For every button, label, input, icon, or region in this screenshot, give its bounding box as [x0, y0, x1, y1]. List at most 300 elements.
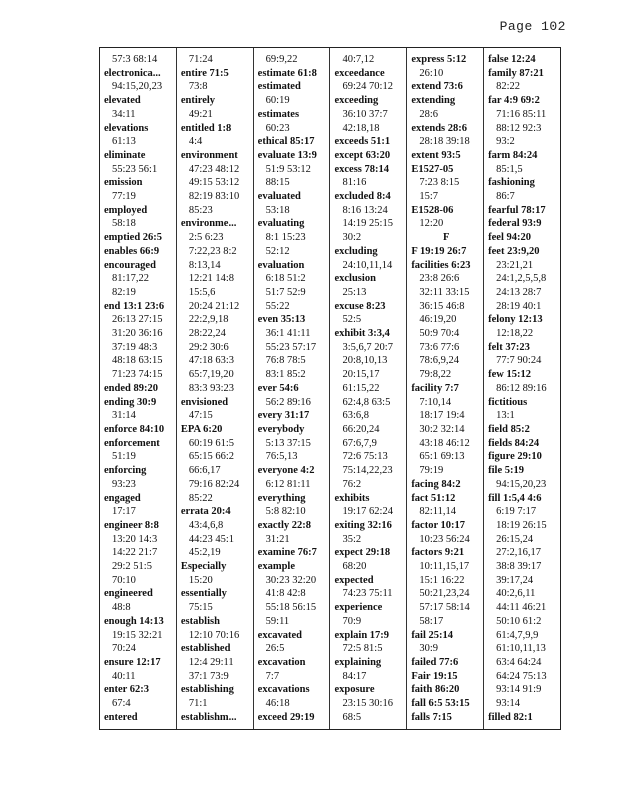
page-reference: 67:4: [112, 698, 131, 710]
index-term: envisioned: [180, 396, 229, 408]
page-reference: 75:14,22,23: [342, 465, 393, 477]
index-term: employed: [104, 204, 148, 216]
index-term: evaluation: [257, 259, 305, 271]
index-term: examine 76:7: [257, 547, 317, 559]
index-term: facing 84:2: [411, 478, 461, 490]
page-reference: 25:13: [342, 286, 367, 298]
index-term: evaluate 13:9: [257, 149, 317, 161]
index-term: exhibits: [334, 492, 370, 504]
page-reference: 93:23: [112, 478, 136, 490]
page-reference: 45:2,19: [188, 547, 221, 559]
index-term: excavation: [257, 656, 306, 668]
page-reference: 37:1 73:9: [188, 670, 229, 682]
page-reference: 27:2,16,17: [496, 547, 542, 559]
page-reference: 94:15,20,23: [496, 478, 547, 490]
index-term: everybody: [257, 423, 305, 435]
page-reference: 40:11: [112, 670, 136, 682]
index-term: excavated: [257, 629, 302, 641]
index-term: electronica...: [104, 67, 161, 79]
page-reference: 20:8,10,13: [342, 355, 388, 367]
index-term: enter 62:3: [104, 684, 149, 696]
page-reference: 23:8 26:6: [419, 273, 460, 285]
page-reference: 8:13,14: [188, 259, 221, 271]
page-reference: 36:15 46:8: [419, 300, 465, 312]
page-reference: 79:19: [419, 465, 444, 477]
page-reference: 36:10 37:7: [342, 108, 388, 120]
page-reference: 15:7: [419, 191, 438, 203]
index-term: end 13:1 23:6: [104, 300, 165, 312]
page-reference: 43:18 46:12: [419, 437, 470, 449]
page-number-label: Page 102: [499, 19, 566, 34]
page-reference: 58:18: [112, 218, 136, 230]
index-term: feel 94:20: [488, 232, 531, 244]
page-reference: 26:13 27:15: [112, 314, 163, 326]
index-term: estimate 61:8: [257, 67, 317, 79]
page-reference: 13:20 14:3: [112, 533, 158, 545]
index-term: Especially: [180, 561, 227, 573]
page-reference: 79:16 82:24: [188, 478, 240, 490]
page-reference: 84:17: [342, 670, 367, 682]
page-reference: 76:2: [342, 478, 362, 490]
page-reference: 40:7,12: [342, 54, 375, 65]
page-reference: 77:7 90:24: [496, 355, 542, 367]
page-reference: 66:20,24: [342, 423, 380, 435]
index-term: exceed 29:19: [257, 711, 315, 723]
page-reference: 26:15,24: [496, 533, 534, 545]
index-term: felt 37:23: [488, 341, 530, 353]
page-reference: 7:22,23 8:2: [188, 245, 237, 257]
page-reference: 66:6,17: [188, 465, 221, 477]
index-term: ending 30:9: [104, 396, 157, 408]
page-reference: 15:1 16:22: [419, 574, 465, 586]
index-term: facility 7:7: [411, 382, 459, 394]
index-term: explaining: [334, 656, 382, 668]
page-reference: 6:12 81:11: [265, 478, 311, 490]
index-term: expected: [334, 574, 374, 586]
index-term: except 63:20: [334, 149, 391, 161]
page-reference: 30:23 32:20: [265, 574, 317, 586]
page-reference: 18:17 19:4: [419, 410, 465, 422]
page-reference: 12:4 29:11: [188, 656, 234, 668]
page-reference: 12:18,22: [496, 328, 534, 340]
page-reference: 14:19 25:15: [342, 218, 393, 230]
page-reference: 57:3 68:14: [112, 54, 158, 65]
page-reference: 68:20: [342, 561, 367, 573]
page-reference: 70:10: [112, 574, 136, 586]
index-term: fields 84:24: [488, 437, 540, 449]
index-term: encouraged: [104, 259, 156, 271]
page-reference: 71:1: [188, 698, 208, 710]
index-term: ever 54:6: [257, 382, 299, 394]
page-reference: 56:2 89:16: [265, 396, 311, 408]
index-term: enforcing: [104, 465, 147, 477]
page-reference: 93:14 91:9: [496, 684, 542, 696]
page-reference: 55:23 56:1: [112, 163, 158, 175]
index-term: exceedance: [334, 67, 385, 79]
page-reference: 53:18: [265, 204, 290, 216]
index-term: explain 17:9: [334, 629, 390, 641]
index-term: fail 25:14: [411, 629, 454, 641]
index-term: expect 29:18: [334, 547, 391, 559]
index-term: feet 23:9,20: [488, 245, 540, 257]
page-reference: 88:12 92:3: [496, 122, 542, 134]
page-reference: 63:6,8: [342, 410, 370, 422]
page-reference: 36:1 41:11: [265, 328, 311, 340]
index-term: fall 6:5 53:15: [411, 698, 470, 710]
page-reference: 52:5: [342, 314, 362, 326]
page-reference: 46:19,20: [419, 314, 457, 326]
page-reference: 60:19 61:5: [188, 437, 235, 449]
page-reference: 30:2: [342, 232, 362, 244]
page-reference: 12:10 70:16: [188, 629, 240, 641]
index-term: enforce 84:10: [104, 423, 165, 435]
page-reference: 65:1 69:13: [419, 451, 465, 463]
page-reference: 70:9: [342, 615, 362, 627]
page-reference: 79:8,22: [419, 369, 452, 381]
index-term: exhibit 3:3,4: [334, 328, 390, 340]
page-reference: 17:17: [112, 506, 136, 518]
page-reference: 24:13 28:7: [496, 286, 542, 298]
index-term: facilities 6:23: [411, 259, 471, 271]
page-reference: 41:8 42:8: [265, 588, 306, 600]
page-reference: 29:2 30:6: [188, 341, 229, 353]
index-term: fashioning: [488, 177, 535, 189]
index-term: ensure 12:17: [104, 656, 161, 668]
page-reference: 28:19 40:1: [496, 300, 542, 312]
index-term: elevated: [104, 95, 141, 107]
index-column-3: [254, 48, 331, 729]
index-column-6: [484, 48, 560, 729]
index-term: excavations: [257, 684, 310, 696]
index-term: example: [257, 561, 295, 573]
page-reference: 32:11 33:15: [419, 286, 470, 298]
index-term: ethical 85:17: [257, 136, 315, 148]
index-term: entitled 1:8: [180, 122, 232, 134]
page-reference: 72:6 75:13: [342, 451, 388, 463]
index-term: field 85:2: [488, 423, 530, 435]
index-column-5: [407, 48, 484, 729]
page-reference: 75:15: [188, 602, 213, 614]
page-reference: 64:24 75:13: [496, 670, 547, 682]
page-reference: 37:19 48:3: [112, 341, 158, 353]
index-term: exceeding: [334, 95, 379, 107]
index-term: exclusion: [334, 273, 376, 285]
index-term: excluded 8:4: [334, 191, 391, 203]
page-reference: 24:1,2,5,5,8: [496, 273, 547, 285]
page-reference: 42:18,18: [342, 122, 380, 134]
page-reference: 73:6 77:6: [419, 341, 460, 353]
index-term: fictitious: [488, 396, 528, 408]
page-reference: 6:19 7:17: [496, 506, 537, 518]
page-reference: 14:22 21:7: [112, 547, 158, 559]
index-term: fill 1:5,4 4:6: [488, 492, 542, 504]
page-reference: 77:19: [112, 191, 136, 203]
page-reference: 48:18 63:15: [112, 355, 163, 367]
page-reference: 50:9 70:4: [419, 328, 460, 340]
index-term: engineered: [104, 588, 153, 600]
page-reference: 28:6: [419, 108, 438, 120]
index-term: extent 93:5: [411, 149, 461, 161]
page-reference: 13:1: [496, 410, 515, 422]
index-term: excluding: [334, 245, 378, 257]
page-reference: 35:2: [342, 533, 362, 545]
index-term: filled 82:1: [488, 711, 533, 723]
page-reference: 76:8 78:5: [265, 355, 306, 367]
page-reference: 28:22,24: [188, 328, 226, 340]
page-reference: 31:14: [112, 410, 136, 422]
index-term: fact 51:12: [411, 492, 456, 504]
page-reference: 60:19: [265, 95, 290, 107]
index-term: figure 29:10: [488, 451, 542, 463]
page-reference: 40:2,6,11: [496, 588, 536, 600]
page-reference: 3:5,6,7 20:7: [342, 341, 393, 353]
index-term: felony 12:13: [488, 314, 543, 326]
page-reference: 48:8: [112, 602, 131, 614]
page-reference: 62:4,8 63:5: [342, 396, 391, 408]
page-reference: 93:2: [496, 136, 515, 148]
page-reference: 61:10,11,13: [496, 643, 546, 655]
index-column-1: [100, 48, 177, 729]
index-column-2: [177, 48, 254, 729]
index-term: factors 9:21: [411, 547, 465, 559]
page-reference: 60:23: [265, 122, 290, 134]
index-term: every 31:17: [257, 410, 310, 422]
page-reference: 39:17,24: [496, 574, 534, 586]
page-reference: 55:23 57:17: [265, 341, 317, 353]
index-term: everything: [257, 492, 306, 504]
page-reference: 38:8 39:17: [496, 561, 542, 573]
index-term: faith 86:20: [411, 684, 460, 696]
page-reference: 34:11: [112, 108, 136, 120]
index-term: exactly 22:8: [257, 519, 312, 531]
page-reference: 55:22: [265, 300, 290, 312]
index-term: entered: [104, 711, 138, 723]
page-reference: 10:11,15,17: [419, 561, 470, 573]
index-term: fearful 78:17: [488, 204, 546, 216]
index-term: failed 77:6: [411, 656, 459, 668]
page-reference: 82:19: [112, 286, 136, 298]
index-term: express 5:12: [411, 54, 467, 65]
page-reference: 65:15 66:2: [188, 451, 235, 463]
index-term: environment: [180, 149, 238, 161]
page-reference: 49:15 53:12: [188, 177, 240, 189]
page-reference: 30:2 32:14: [419, 423, 465, 435]
index-term: extends 28:6: [411, 122, 468, 134]
page-reference: 85:23: [188, 204, 213, 216]
index-term: entirely: [180, 95, 216, 107]
page-reference: 61:15,22: [342, 382, 380, 394]
page-reference: 55:18 56:15: [265, 602, 317, 614]
page-reference: 86:7: [496, 191, 515, 203]
index-term: engineer 8:8: [104, 519, 159, 531]
page-reference: 12:20: [419, 218, 444, 230]
index-term: EPA 6:20: [180, 423, 223, 435]
page-reference: 86:12 89:16: [496, 382, 547, 394]
page-reference: 70:24: [112, 643, 136, 655]
page-reference: 50:10 61:2: [496, 615, 542, 627]
page-reference: 82:22: [496, 81, 521, 93]
page-reference: 72:5 81:5: [342, 643, 383, 655]
page-reference: 23:15 30:16: [342, 698, 393, 710]
section-letter: F: [443, 232, 450, 244]
page-reference: 19:15 32:21: [112, 629, 163, 641]
page-reference: 47:18 63:3: [188, 355, 235, 367]
index-term: E1528-06: [411, 204, 454, 216]
page-reference: 6:18 51:2: [265, 273, 306, 285]
index-term: few 15:12: [488, 369, 532, 381]
index-term: falls 7:15: [411, 711, 452, 723]
page-reference: 93:14: [496, 698, 521, 710]
index-term: E1527-05: [411, 163, 454, 175]
page-reference: 5:13 37:15: [265, 437, 311, 449]
page-reference: 20:24 21:12: [188, 300, 240, 312]
page-reference: 28:18 39:18: [419, 136, 470, 148]
index-term: factor 10:17: [411, 519, 466, 531]
index-term: excess 78:14: [334, 163, 390, 175]
index-term: established: [180, 643, 231, 655]
page-reference: 71:16 85:11: [496, 108, 547, 120]
page-reference: 73:8: [188, 81, 208, 93]
page-reference: 69:24 70:12: [342, 81, 393, 93]
index-term: experience: [334, 602, 383, 614]
index-term: farm 84:24: [488, 149, 538, 161]
index-term: estimated: [257, 81, 301, 93]
index-term: exceeds 51:1: [334, 136, 391, 148]
page-reference: 94:15,20,23: [112, 81, 163, 93]
index-term: engaged: [104, 492, 141, 504]
page-reference: 74:23 75:11: [342, 588, 393, 600]
page-reference: 71:23 74:15: [112, 369, 163, 381]
index-term: evaluated: [257, 191, 301, 203]
page-reference: 7:7: [265, 670, 280, 682]
index-term: far 4:9 69:2: [488, 95, 540, 107]
page-reference: 46:18: [265, 698, 290, 710]
page-reference: 44:11 46:21: [496, 602, 547, 614]
page-reference: 57:17 58:14: [419, 602, 470, 614]
page-reference: 81:16: [342, 177, 367, 189]
index-term: eliminate: [104, 149, 146, 161]
page-reference: 24:10,11,14: [342, 259, 393, 271]
index-term: essentially: [180, 588, 227, 600]
index-term: estimates: [257, 108, 300, 120]
page-reference: 47:23 48:12: [188, 163, 240, 175]
page-reference: 85:1,5: [496, 163, 523, 175]
index-term: entire 71:5: [180, 67, 229, 79]
page-reference: 4:4: [188, 136, 203, 148]
page-reference: 20:15,17: [342, 369, 380, 381]
index-term: elevations: [104, 122, 149, 134]
index-term: F 19:19 26:7: [411, 245, 467, 257]
page-reference: 31:20 36:16: [112, 328, 163, 340]
page-reference: 7:10,14: [419, 396, 452, 408]
page-reference: 44:23 45:1: [188, 533, 235, 545]
page-reference: 7:23 8:15: [419, 177, 460, 189]
page-reference: 83:3 93:23: [188, 382, 235, 394]
page-reference: 23:21,21: [496, 259, 534, 271]
page-reference: 49:21: [188, 108, 213, 120]
page-reference: 51:7 52:9: [265, 286, 306, 298]
page-reference: 15:5,6: [188, 286, 216, 298]
index-column-4: [330, 48, 407, 729]
page-reference: 15:20: [188, 574, 213, 586]
page-reference: 29:2 51:5: [112, 561, 152, 573]
page-reference: 30:9: [419, 643, 438, 655]
index-term: ended 89:20: [104, 382, 158, 394]
page-reference: 76:5,13: [265, 451, 298, 463]
page-reference: 71:24: [188, 54, 213, 65]
index-term: even 35:13: [257, 314, 306, 326]
index-term: emptied 26:5: [104, 232, 163, 244]
page-reference: 47:15: [188, 410, 213, 422]
index-term: establishm...: [180, 711, 237, 723]
page-reference: 51:19: [112, 451, 136, 463]
page-reference: 5:8 82:10: [265, 506, 306, 518]
index-term: federal 93:9: [488, 218, 542, 230]
page-reference: 67:6,7,9: [342, 437, 377, 449]
page-reference: 52:12: [265, 245, 290, 257]
page-reference: 19:17 62:24: [342, 506, 393, 518]
page-reference: 69:9,22: [265, 54, 298, 65]
page-reference: 18:19 26:15: [496, 519, 547, 531]
index-term: extend 73:6: [411, 81, 463, 93]
index-term: evaluating: [257, 218, 305, 230]
page-reference: 26:5: [265, 643, 285, 655]
page-reference: 58:17: [419, 615, 444, 627]
index-term: emission: [104, 177, 143, 189]
index-term: environme...: [180, 218, 237, 230]
page-reference: 2:5 6:23: [188, 232, 224, 244]
page-reference: 65:7,19,20: [188, 369, 234, 381]
index-term: family 87:21: [488, 67, 544, 79]
page-reference: 85:22: [188, 492, 213, 504]
index-term: errata 20:4: [180, 506, 231, 518]
page-reference: 51:9 53:12: [265, 163, 311, 175]
page-reference: 68:5: [342, 711, 362, 723]
index-term: exposure: [334, 684, 375, 696]
index-term: exiting 32:16: [334, 519, 392, 531]
page-reference: 22:2,9,18: [188, 314, 229, 326]
index-term: enforcement: [104, 437, 160, 449]
page-reference: 82:19 83:10: [188, 191, 240, 203]
page-reference: 10:23 56:24: [419, 533, 470, 545]
page-reference: 78:6,9,24: [419, 355, 459, 367]
index-term: establish: [180, 615, 220, 627]
page-reference: 59:11: [265, 615, 290, 627]
index-term: extending: [411, 95, 456, 107]
page-reference: 26:10: [419, 67, 444, 79]
index-term: establishing: [180, 684, 234, 696]
page-reference: 63:4 64:24: [496, 656, 542, 668]
page-reference: 50:21,23,24: [419, 588, 470, 600]
index-term: enough 14:13: [104, 615, 164, 627]
page-reference: 83:1 85:2: [265, 369, 306, 381]
index-term: excuse 8:23: [334, 300, 386, 312]
page-reference: 82:11,14: [419, 506, 456, 518]
index-term: Fair 19:15: [411, 670, 458, 682]
page-reference: 61:13: [112, 136, 136, 148]
page-reference: 43:4,6,8: [188, 519, 224, 531]
index-term: enables 66:9: [104, 245, 160, 257]
page-reference: 31:21: [265, 533, 290, 545]
index-term: everyone 4:2: [257, 465, 315, 477]
index-term: false 12:24: [488, 54, 536, 65]
page-reference: 88:15: [265, 177, 290, 189]
page-reference: 8:16 13:24: [342, 204, 388, 216]
index-term: file 5:19: [488, 465, 525, 477]
page-reference: 12:21 14:8: [188, 273, 235, 285]
page-reference: 61:4,7,9,9: [496, 629, 539, 641]
page-reference: 8:1 15:23: [265, 232, 306, 244]
